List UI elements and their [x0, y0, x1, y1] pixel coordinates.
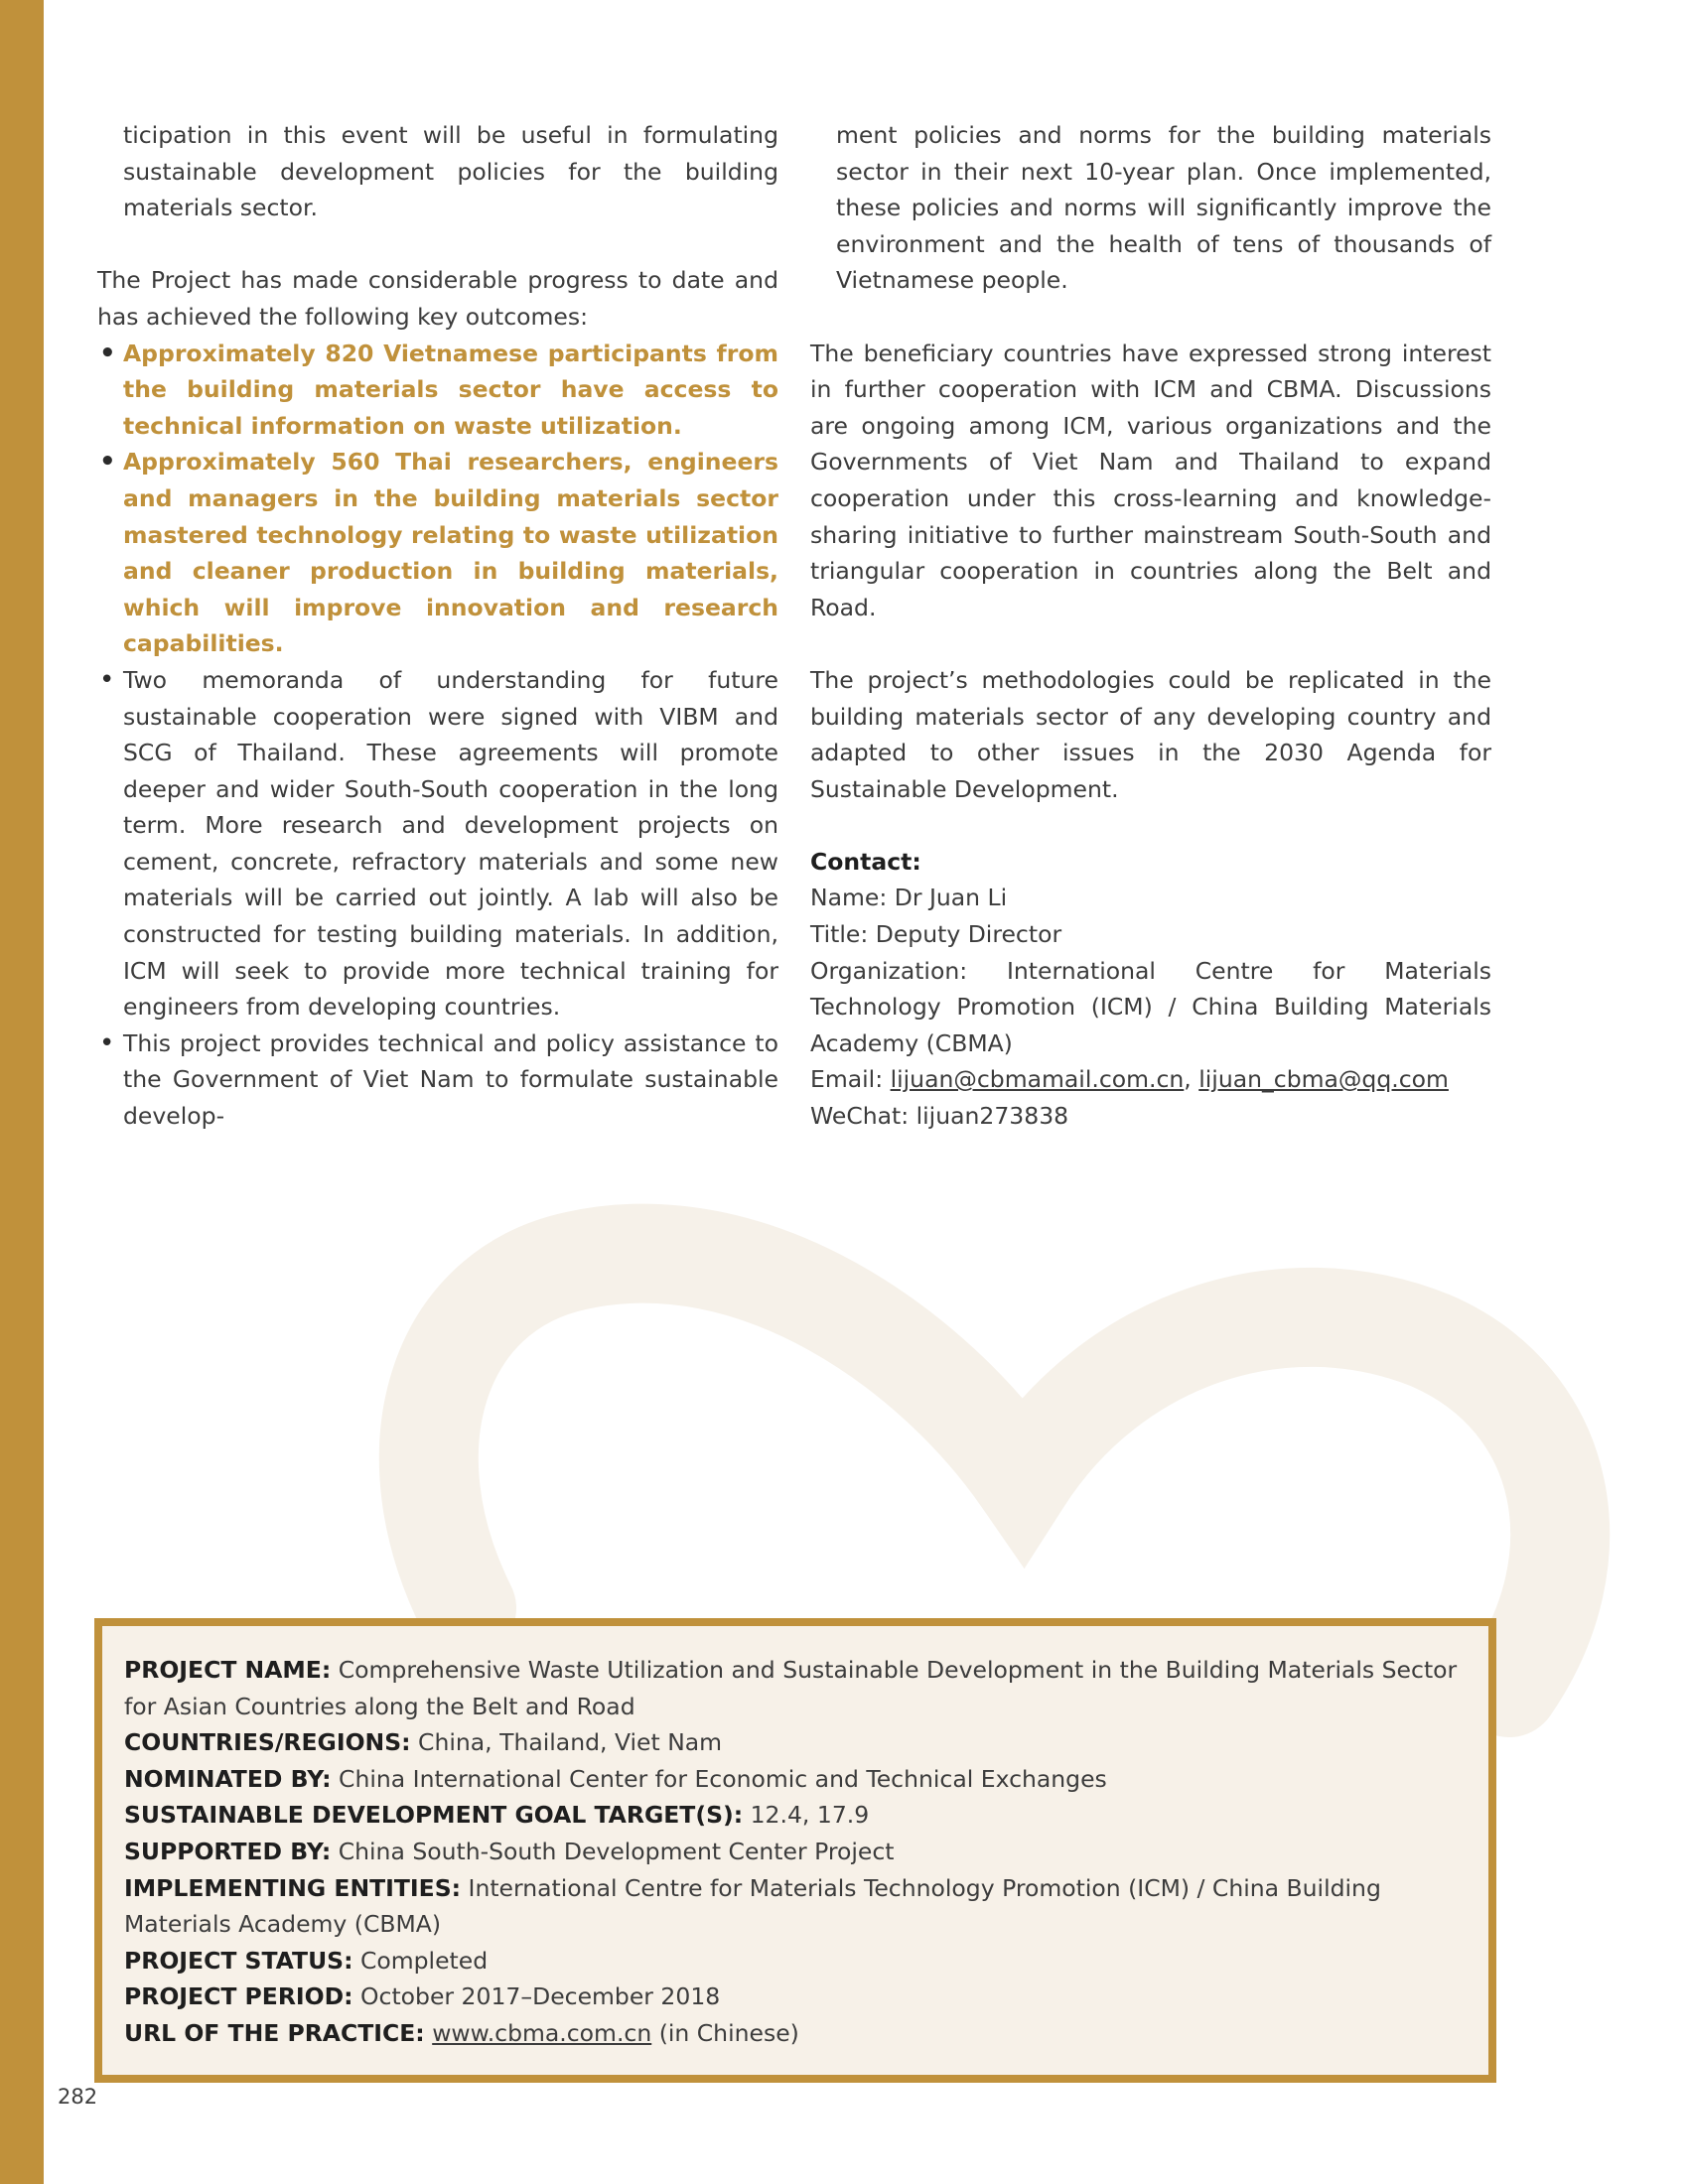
contact-name: Name: Dr Juan Li: [810, 884, 1008, 912]
supported-row: [124, 1834, 1467, 1870]
nominated-row: [124, 1761, 1467, 1798]
sdg-value: 12.4, 17.9: [743, 1801, 870, 1830]
period-value: October 2017–December 2018: [352, 1982, 721, 2011]
contact-heading: Contact:: [810, 847, 921, 876]
url-row: [124, 2015, 1467, 2052]
implementing-label: IMPLEMENTING ENTITIES:: [124, 1873, 462, 1902]
contact-title: Title: Deputy Director: [810, 920, 1062, 949]
left-column: [97, 117, 778, 1135]
countries-row: [124, 1724, 1467, 1761]
continued-bullet: [97, 117, 778, 226]
project-info-box: [94, 1618, 1496, 2083]
url-label: URL OF THE PRACTICE:: [124, 2018, 425, 2047]
outcome-item: • This project provides technical and policy assistance to the Government of Viet Nam to formulate sustainable develop-: [97, 1025, 778, 1135]
continuation-text: ment policies and norms for the building materials sector in their next 10-year plan. Once implemented, these policies and norms will significantly improve the environment and the health of tens of thousands of Vietnamese people.: [836, 121, 1491, 295]
nominated-value: China International Center for Economic and Technical Exchanges: [331, 1764, 1107, 1793]
implementing-row: [124, 1870, 1467, 1943]
outcome-item: • Approximately 820 Vietnamese participants from the building materials sector have access to technical information on waste utilization.: [97, 336, 778, 445]
contact-email: [810, 1061, 1491, 1098]
right-column: [810, 117, 1491, 1135]
implementing-value: International Centre for Materials Technology Promotion (ICM) / China Building Materials Academy (CBMA): [124, 1873, 1381, 1939]
email-link-1[interactable]: lijuan@cbmamail.com.cn: [890, 1065, 1185, 1094]
methodology-paragraph: The project’s methodologies could be replicated in the building materials sector of any developing country and adapted to other issues in the 2030 Agenda for Sustainable Development.: [810, 665, 1491, 803]
status-row: [124, 1943, 1467, 1979]
countries-label: COUNTRIES/REGIONS:: [124, 1728, 411, 1757]
outcome-item: • Approximately 560 Thai researchers, engineers and managers in the building materials sector mastered technology relating to waste utilization and cleaner production in building materials, which will improve innovation and research capabilities.: [97, 444, 778, 662]
outcomes-list: [97, 336, 778, 1135]
email-separator: ,: [1184, 1065, 1199, 1094]
period-label: PROJECT PERIOD:: [124, 1982, 353, 2011]
page-number: 282: [58, 2085, 98, 2109]
practice-url-link[interactable]: www.cbma.com.cn: [432, 2018, 652, 2047]
contact-organization: Organization: International Centre for Materials Technology Promotion (ICM) / China Building Materials Academy (CBMA): [810, 956, 1491, 1057]
sdg-label: SUSTAINABLE DEVELOPMENT GOAL TARGET(S):: [124, 1801, 744, 1830]
project-name-value: Comprehensive Waste Utilization and Sustainable Development in the Building Materials Sector for Asian Countries along the Belt and Road: [124, 1656, 1458, 1720]
continuation-text: ticipation in this event will be useful in formulating sustainable development policies for the building materials sector.: [123, 121, 778, 222]
project-name-row: [124, 1652, 1467, 1724]
countries-value: China, Thailand, Viet Nam: [410, 1728, 723, 1757]
outcomes-intro: The Project has made considerable progress to date and has achieved the following key outcomes:: [97, 266, 778, 331]
period-row: [124, 1979, 1467, 2015]
contact-wechat: WeChat: lijuan273838: [810, 1102, 1069, 1131]
project-name-label: PROJECT NAME:: [124, 1656, 332, 1684]
status-value: Completed: [352, 1946, 489, 1975]
url-note: (in Chinese): [651, 2018, 799, 2047]
sdg-row: [124, 1797, 1467, 1834]
cooperation-paragraph: The beneficiary countries have expressed strong interest in further cooperation with ICM and CBMA. Discussions are ongoing among ICM, various organizations and the Governments of Viet Nam and Thailand to expand cooperation under this cross-learning and knowledge-sharing initiative to further mainstream South-South and triangular cooperation in countries along the Belt and Road.: [810, 339, 1491, 621]
email-link-2[interactable]: lijuan_cbma@qq.com: [1198, 1065, 1449, 1094]
status-label: PROJECT STATUS:: [124, 1946, 353, 1975]
nominated-label: NOMINATED BY:: [124, 1764, 332, 1793]
outcome-item: • Two memoranda of understanding for future sustainable cooperation were signed with VIBM and SCG of Thailand. These agreements will promote deeper and wider South-South cooperation in the long term. More research and development projects on cement, concrete, refractory materials and some new materials will be carried out jointly. A lab will also be constructed for testing building materials. In addition, ICM will seek to provide more technical training for engineers from developing countries.: [97, 662, 778, 1025]
supported-value: China South-South Development Center Project: [331, 1837, 895, 1865]
email-label: Email:: [810, 1065, 891, 1094]
supported-label: SUPPORTED BY:: [124, 1837, 332, 1865]
